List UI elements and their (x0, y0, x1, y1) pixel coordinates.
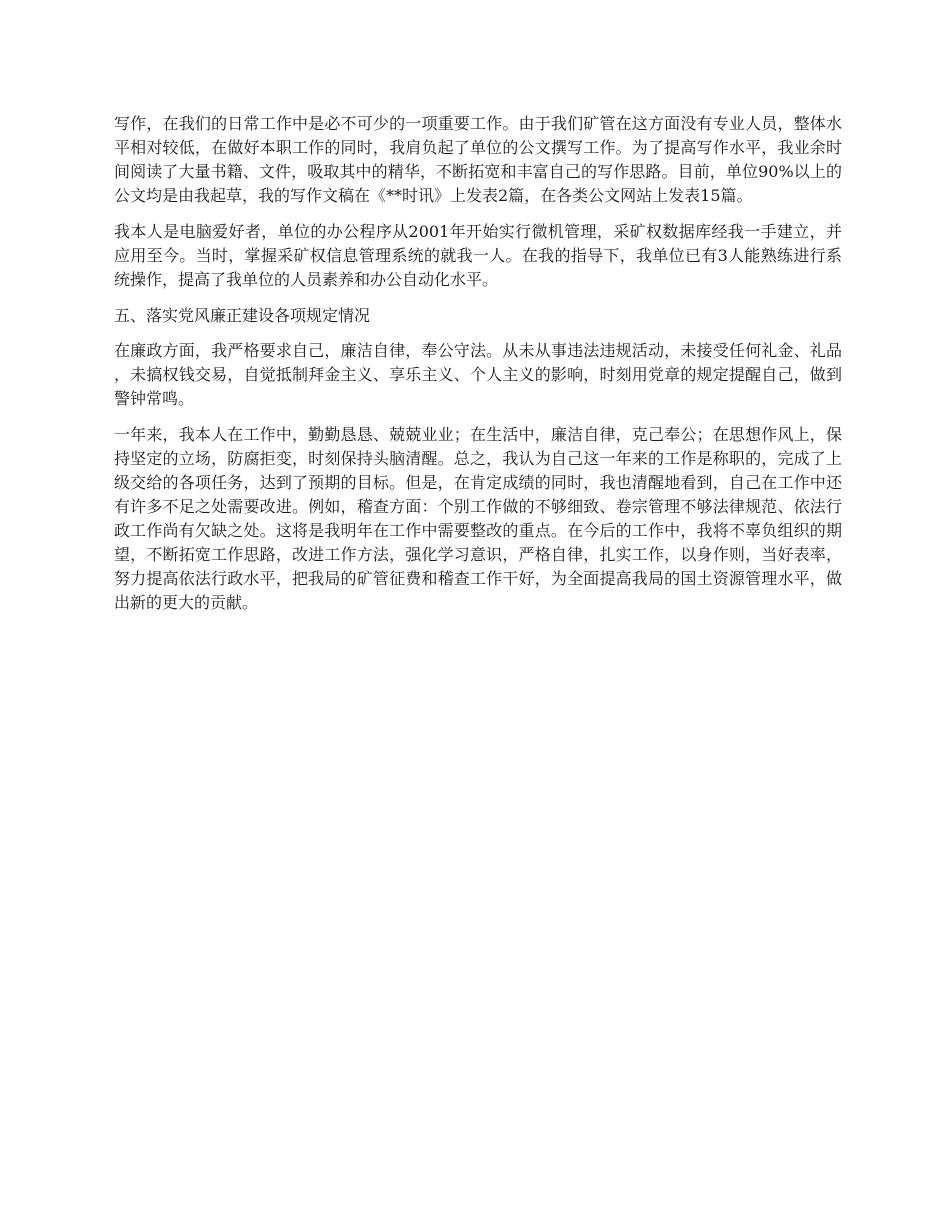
paragraph-computer-skills: 我本人是电脑爱好者，单位的办公程序从2001年开始实行微机管理，采矿权数据库经我一手建立，并应用至今。当时，掌握采矿权信息管理系统的就我一人。在我的指导下，我单位已有3人能熟练进行系统操作，提高了我单位的人员素养和办公自动化水平。 (114, 222, 842, 289)
paragraph-writing-work: 写作，在我们的日常工作中是必不可少的一项重要工作。由于我们矿管在这方面没有专业人员，整体水平相对较低，在做好本职工作的同时，我肩负起了单位的公文撰写工作。为了提高写作水平，我业余时间阅读了大量书籍、文件，吸取其中的精华，不断拓宽和丰富自己的写作思路。目前，单位90%以上的公文均是由我起草，我的写作文稿在《**时讯》上发表2篇，在各类公文网站上发表15篇。 (114, 114, 842, 205)
paragraph-summary: 一年来，我本人在工作中，勤勤恳恳、兢兢业业；在生活中，廉洁自律，克己奉公；在思想作风上，保持坚定的立场，防腐拒变，时刻保持头脑清醒。总之，我认为自己这一年来的工作是称职的，完成了上级交给的各项任务，达到了预期的目标。但是，在肯定成绩的同时，我也清醒地看到，自己在工作中还有许多不足之处需要改进。例如，稽查方面：个别工作做的不够细致、卷宗管理不够法律规范、依法行政工作尚有欠缺之处。这将是我明年在工作中需要整改的重点。在今后的工作中，我将不辜负组织的期望，不断拓宽工作思路，改进工作方法，强化学习意识，严格自律，扎实工作，以身作则，当好表率，努力提高依法行政水平，把我局的矿管征费和稽查工作干好，为全面提高我局的国土资源管理水平，做出新的更大的贡献。 (114, 425, 842, 612)
paragraph-integrity: 在廉政方面，我严格要求自己，廉洁自律，奉公守法。从未从事违法违规活动，未接受任何礼金、礼品，未搞权钱交易，自觉抵制拜金主义、享乐主义、个人主义的影响，时刻用党章的规定提醒自己，做到警钟常鸣。 (114, 341, 842, 408)
section-heading: 五、落实党风廉正建设各项规定情况 (114, 306, 371, 325)
document-body (114, 112, 842, 627)
